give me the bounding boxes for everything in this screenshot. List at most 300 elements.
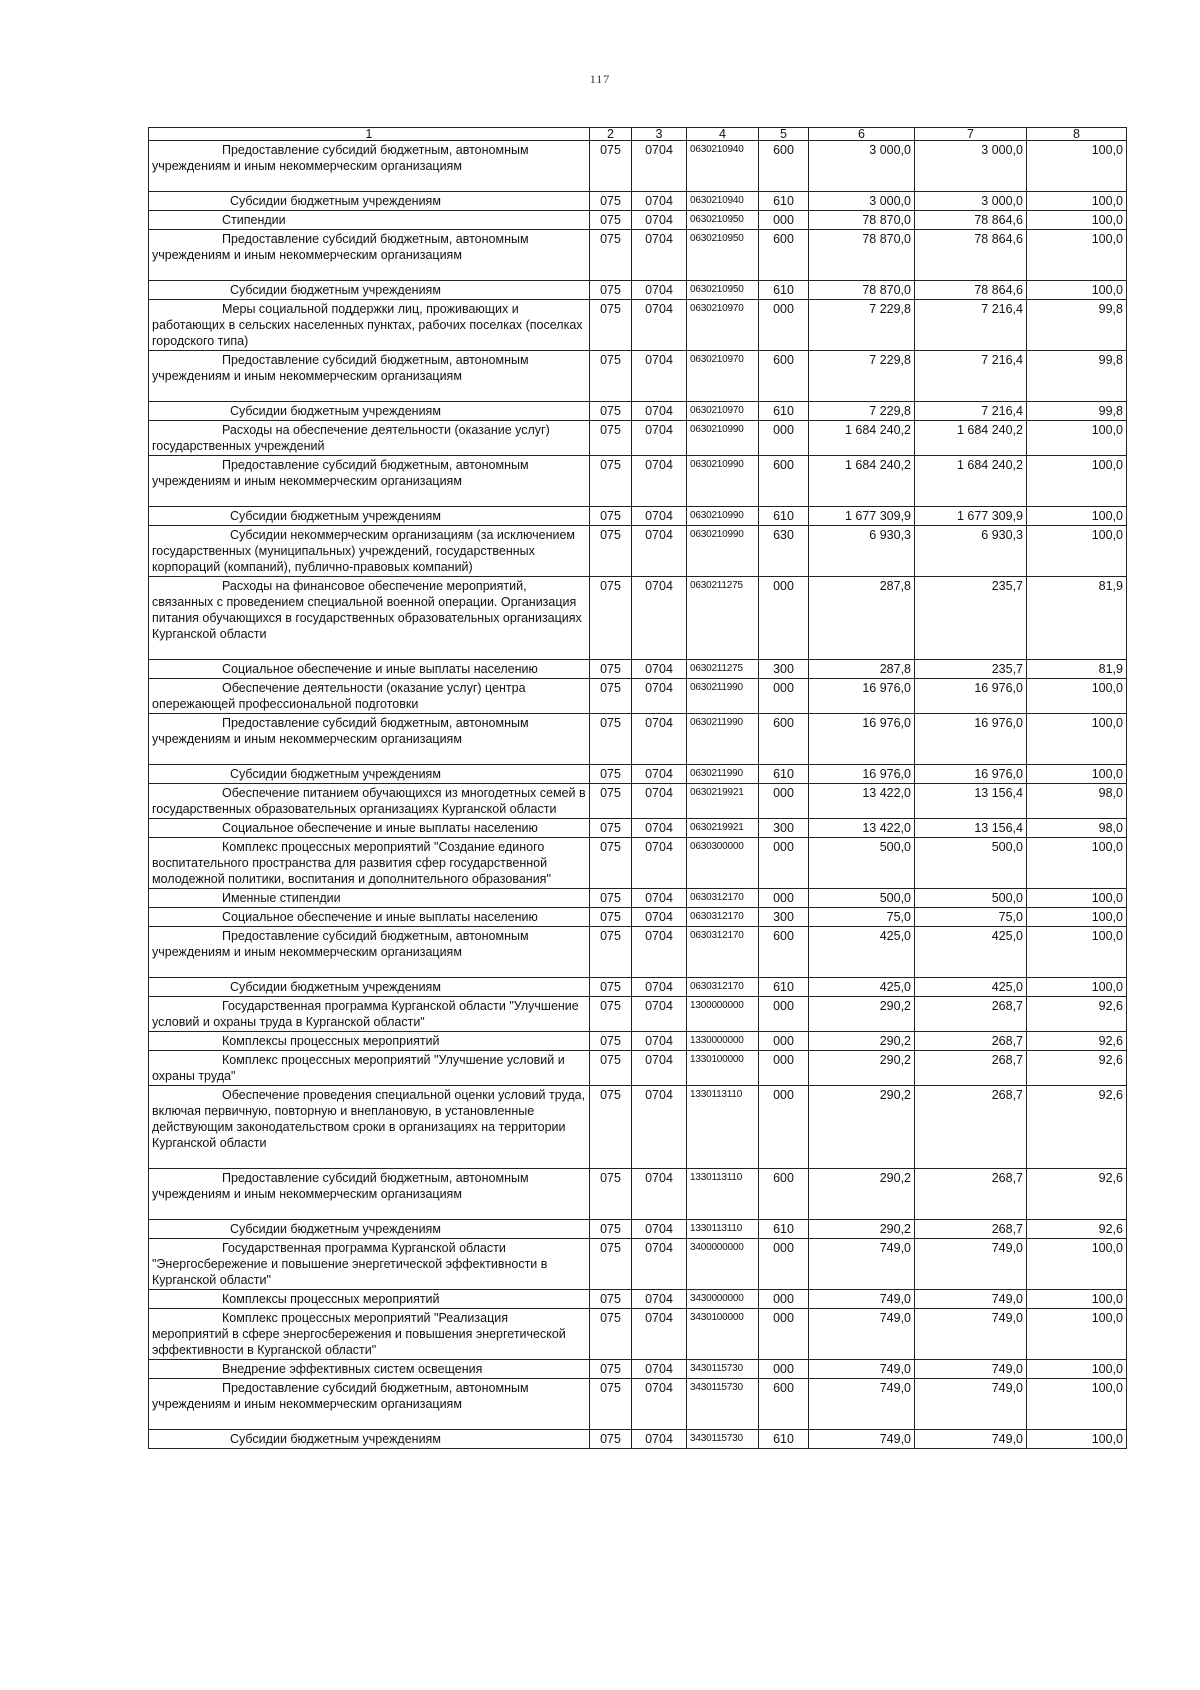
execution-percent-cell: 92,6 [1027,1220,1127,1239]
ministry-code-cell: 075 [590,997,632,1032]
ministry-code-cell: 075 [590,1051,632,1086]
target-article-code-cell: 0630211275 [687,577,759,660]
section-code-cell: 0704 [632,819,687,838]
expense-type-code-cell: 300 [759,660,809,679]
executed-amount-cell: 16 976,0 [915,765,1027,784]
expense-name-cell: Комплекс процессных мероприятий "Реализация мероприятий в сфере энергосбережения и повышения энергетической эффективности в Курганской области" [149,1309,590,1360]
executed-amount-cell: 749,0 [915,1239,1027,1290]
ministry-code-cell: 075 [590,660,632,679]
section-code-cell: 0704 [632,456,687,507]
expense-name-cell: Предоставление субсидий бюджетным, автономным учреждениям и иным некоммерческим организациям [149,230,590,281]
target-article-code-cell: 0630211990 [687,679,759,714]
table-row [149,714,1127,765]
expense-type-code-cell: 300 [759,908,809,927]
ministry-code-cell: 075 [590,784,632,819]
ministry-code-cell: 075 [590,819,632,838]
section-code-cell: 0704 [632,402,687,421]
executed-amount-cell: 268,7 [915,997,1027,1032]
executed-amount-cell: 16 976,0 [915,679,1027,714]
target-article-code-cell: 0630210950 [687,211,759,230]
execution-percent-cell: 100,0 [1027,765,1127,784]
section-code-cell: 0704 [632,141,687,192]
expense-type-code-cell: 000 [759,784,809,819]
ministry-code-cell: 075 [590,351,632,402]
execution-percent-cell: 100,0 [1027,1309,1127,1360]
ministry-code-cell: 075 [590,526,632,577]
executed-amount-cell: 1 684 240,2 [915,421,1027,456]
expense-name-cell: Субсидии некоммерческим организациям (за исключением государственных (муниципальных) учреждений, государственных корпораций (компаний), публично-правовых компаний) [149,526,590,577]
executed-amount-cell: 78 864,6 [915,230,1027,281]
planned-amount-cell: 290,2 [809,1032,915,1051]
expense-type-code-cell: 610 [759,1220,809,1239]
target-article-code-cell: 0630210970 [687,402,759,421]
column-header: 2 [590,128,632,141]
table-row [149,819,1127,838]
planned-amount-cell: 3 000,0 [809,141,915,192]
table-row [149,211,1127,230]
expense-name-cell: Социальное обеспечение и иные выплаты населению [149,908,590,927]
expense-name-cell: Социальное обеспечение и иные выплаты населению [149,660,590,679]
section-code-cell: 0704 [632,714,687,765]
expense-name-cell: Предоставление субсидий бюджетным, автономным учреждениям и иным некоммерческим организациям [149,1169,590,1220]
expense-type-code-cell: 000 [759,679,809,714]
column-header: 1 [149,128,590,141]
execution-percent-cell: 100,0 [1027,230,1127,281]
executed-amount-cell: 3 000,0 [915,192,1027,211]
planned-amount-cell: 290,2 [809,1169,915,1220]
executed-amount-cell: 749,0 [915,1360,1027,1379]
executed-amount-cell: 268,7 [915,1086,1027,1169]
expense-name-cell: Социальное обеспечение и иные выплаты населению [149,819,590,838]
target-article-code-cell: 3430115730 [687,1379,759,1430]
expense-name-cell: Субсидии бюджетным учреждениям [149,402,590,421]
expense-name-cell: Предоставление субсидий бюджетным, автономным учреждениям и иным некоммерческим организациям [149,1379,590,1430]
section-code-cell: 0704 [632,1169,687,1220]
table-row [149,1239,1127,1290]
table-row [149,1220,1127,1239]
execution-percent-cell: 100,0 [1027,421,1127,456]
planned-amount-cell: 7 229,8 [809,300,915,351]
target-article-code-cell: 3400000000 [687,1239,759,1290]
executed-amount-cell: 16 976,0 [915,714,1027,765]
execution-percent-cell: 92,6 [1027,997,1127,1032]
planned-amount-cell: 425,0 [809,927,915,978]
section-code-cell: 0704 [632,1379,687,1430]
expense-type-code-cell: 600 [759,230,809,281]
target-article-code-cell: 0630300000 [687,838,759,889]
table-row [149,997,1127,1032]
planned-amount-cell: 500,0 [809,889,915,908]
ministry-code-cell: 075 [590,838,632,889]
planned-amount-cell: 13 422,0 [809,819,915,838]
section-code-cell: 0704 [632,351,687,402]
expense-type-code-cell: 000 [759,421,809,456]
table-row [149,351,1127,402]
execution-percent-cell: 98,0 [1027,784,1127,819]
expense-type-code-cell: 000 [759,1032,809,1051]
execution-percent-cell: 100,0 [1027,679,1127,714]
planned-amount-cell: 290,2 [809,1051,915,1086]
planned-amount-cell: 16 976,0 [809,714,915,765]
executed-amount-cell: 235,7 [915,660,1027,679]
table-row [149,192,1127,211]
target-article-code-cell: 3430115730 [687,1360,759,1379]
ministry-code-cell: 075 [590,211,632,230]
expense-type-code-cell: 600 [759,1379,809,1430]
ministry-code-cell: 075 [590,1430,632,1449]
section-code-cell: 0704 [632,192,687,211]
target-article-code-cell: 0630312170 [687,889,759,908]
execution-percent-cell: 100,0 [1027,978,1127,997]
expense-type-code-cell: 000 [759,1239,809,1290]
expense-name-cell: Обеспечение проведения специальной оценки условий труда, включая первичную, повторную и внеплановую, в установленные действующим законодательством сроки в организациях на территории Курганской области [149,1086,590,1169]
budget-execution-table [148,127,1127,1449]
expense-name-cell: Субсидии бюджетным учреждениям [149,1220,590,1239]
execution-percent-cell: 98,0 [1027,819,1127,838]
target-article-code-cell: 0630210990 [687,456,759,507]
execution-percent-cell: 99,8 [1027,402,1127,421]
ministry-code-cell: 075 [590,908,632,927]
executed-amount-cell: 268,7 [915,1220,1027,1239]
section-code-cell: 0704 [632,1360,687,1379]
planned-amount-cell: 749,0 [809,1239,915,1290]
expense-name-cell: Субсидии бюджетным учреждениям [149,281,590,300]
table-row [149,784,1127,819]
section-code-cell: 0704 [632,526,687,577]
execution-percent-cell: 100,0 [1027,1290,1127,1309]
target-article-code-cell: 0630210950 [687,230,759,281]
ministry-code-cell: 075 [590,1290,632,1309]
ministry-code-cell: 075 [590,1239,632,1290]
column-header: 4 [687,128,759,141]
section-code-cell: 0704 [632,927,687,978]
planned-amount-cell: 290,2 [809,1086,915,1169]
section-code-cell: 0704 [632,421,687,456]
ministry-code-cell: 075 [590,889,632,908]
expense-type-code-cell: 600 [759,141,809,192]
expense-name-cell: Субсидии бюджетным учреждениям [149,192,590,211]
expense-type-code-cell: 000 [759,889,809,908]
table-row [149,281,1127,300]
execution-percent-cell: 100,0 [1027,456,1127,507]
table-row [149,889,1127,908]
section-code-cell: 0704 [632,577,687,660]
target-article-code-cell: 1330113110 [687,1169,759,1220]
table-row [149,679,1127,714]
target-article-code-cell: 1330100000 [687,1051,759,1086]
section-code-cell: 0704 [632,300,687,351]
target-article-code-cell: 1330113110 [687,1220,759,1239]
table-row [149,1032,1127,1051]
execution-percent-cell: 92,6 [1027,1169,1127,1220]
expense-type-code-cell: 000 [759,1309,809,1360]
expense-name-cell: Комплексы процессных мероприятий [149,1290,590,1309]
executed-amount-cell: 13 156,4 [915,784,1027,819]
target-article-code-cell: 0630312170 [687,927,759,978]
expense-name-cell: Предоставление субсидий бюджетным, автономным учреждениям и иным некоммерческим организациям [149,456,590,507]
planned-amount-cell: 16 976,0 [809,679,915,714]
executed-amount-cell: 1 677 309,9 [915,507,1027,526]
executed-amount-cell: 425,0 [915,978,1027,997]
table-row [149,526,1127,577]
execution-percent-cell: 100,0 [1027,927,1127,978]
planned-amount-cell: 749,0 [809,1430,915,1449]
column-header: 7 [915,128,1027,141]
planned-amount-cell: 1 684 240,2 [809,421,915,456]
ministry-code-cell: 075 [590,507,632,526]
executed-amount-cell: 749,0 [915,1430,1027,1449]
execution-percent-cell: 100,0 [1027,526,1127,577]
expense-name-cell: Субсидии бюджетным учреждениям [149,1430,590,1449]
expense-type-code-cell: 600 [759,927,809,978]
target-article-code-cell: 0630210940 [687,192,759,211]
section-code-cell: 0704 [632,211,687,230]
planned-amount-cell: 1 684 240,2 [809,456,915,507]
table-row [149,908,1127,927]
ministry-code-cell: 075 [590,1379,632,1430]
section-code-cell: 0704 [632,1290,687,1309]
expense-name-cell: Предоставление субсидий бюджетным, автономным учреждениям и иным некоммерческим организациям [149,351,590,402]
table-row [149,1379,1127,1430]
table-row [149,1309,1127,1360]
expense-type-code-cell: 000 [759,300,809,351]
expense-type-code-cell: 610 [759,765,809,784]
section-code-cell: 0704 [632,908,687,927]
execution-percent-cell: 99,8 [1027,300,1127,351]
planned-amount-cell: 3 000,0 [809,192,915,211]
executed-amount-cell: 749,0 [915,1309,1027,1360]
executed-amount-cell: 13 156,4 [915,819,1027,838]
expense-name-cell: Комплекс процессных мероприятий "Улучшение условий и охраны труда" [149,1051,590,1086]
execution-percent-cell: 92,6 [1027,1086,1127,1169]
target-article-code-cell: 0630210970 [687,351,759,402]
executed-amount-cell: 235,7 [915,577,1027,660]
expense-name-cell: Обеспечение деятельности (оказание услуг) центра опережающей профессиональной подготовки [149,679,590,714]
planned-amount-cell: 287,8 [809,660,915,679]
ministry-code-cell: 075 [590,402,632,421]
expense-type-code-cell: 610 [759,507,809,526]
ministry-code-cell: 075 [590,1032,632,1051]
planned-amount-cell: 749,0 [809,1379,915,1430]
execution-percent-cell: 100,0 [1027,1239,1127,1290]
section-code-cell: 0704 [632,1239,687,1290]
target-article-code-cell: 0630210940 [687,141,759,192]
ministry-code-cell: 075 [590,1169,632,1220]
planned-amount-cell: 6 930,3 [809,526,915,577]
table-row [149,1086,1127,1169]
executed-amount-cell: 749,0 [915,1379,1027,1430]
expense-name-cell: Расходы на финансовое обеспечение мероприятий, связанных с проведением специальной военной операции. Организация питания обучающихся в государственных образовательных организациях Курганской области [149,577,590,660]
table-body [149,141,1127,1449]
expense-type-code-cell: 630 [759,526,809,577]
table-row [149,978,1127,997]
table-row [149,141,1127,192]
execution-percent-cell: 92,6 [1027,1032,1127,1051]
ministry-code-cell: 075 [590,1086,632,1169]
expense-type-code-cell: 000 [759,577,809,660]
planned-amount-cell: 75,0 [809,908,915,927]
planned-amount-cell: 425,0 [809,978,915,997]
section-code-cell: 0704 [632,1430,687,1449]
expense-name-cell: Стипендии [149,211,590,230]
executed-amount-cell: 1 684 240,2 [915,456,1027,507]
planned-amount-cell: 1 677 309,9 [809,507,915,526]
ministry-code-cell: 075 [590,577,632,660]
expense-type-code-cell: 610 [759,281,809,300]
executed-amount-cell: 500,0 [915,838,1027,889]
expense-name-cell: Субсидии бюджетным учреждениям [149,507,590,526]
execution-percent-cell: 100,0 [1027,889,1127,908]
expense-type-code-cell: 000 [759,1051,809,1086]
planned-amount-cell: 78 870,0 [809,230,915,281]
ministry-code-cell: 075 [590,421,632,456]
executed-amount-cell: 75,0 [915,908,1027,927]
target-article-code-cell: 0630312170 [687,978,759,997]
ministry-code-cell: 075 [590,1220,632,1239]
column-header: 6 [809,128,915,141]
expense-type-code-cell: 000 [759,1360,809,1379]
executed-amount-cell: 268,7 [915,1032,1027,1051]
expense-type-code-cell: 000 [759,1086,809,1169]
executed-amount-cell: 7 216,4 [915,351,1027,402]
executed-amount-cell: 500,0 [915,889,1027,908]
ministry-code-cell: 075 [590,679,632,714]
target-article-code-cell: 3430000000 [687,1290,759,1309]
target-article-code-cell: 1300000000 [687,997,759,1032]
expense-type-code-cell: 600 [759,714,809,765]
planned-amount-cell: 7 229,8 [809,402,915,421]
execution-percent-cell: 100,0 [1027,507,1127,526]
ministry-code-cell: 075 [590,230,632,281]
page-number: 117 [589,72,611,86]
planned-amount-cell: 749,0 [809,1290,915,1309]
column-number-header-row [149,128,1127,141]
executed-amount-cell: 749,0 [915,1290,1027,1309]
executed-amount-cell: 7 216,4 [915,300,1027,351]
execution-percent-cell: 99,8 [1027,351,1127,402]
target-article-code-cell: 0630219921 [687,819,759,838]
section-code-cell: 0704 [632,507,687,526]
target-article-code-cell: 1330113110 [687,1086,759,1169]
target-article-code-cell: 0630211275 [687,660,759,679]
ministry-code-cell: 075 [590,927,632,978]
execution-percent-cell: 100,0 [1027,1430,1127,1449]
table-row [149,1169,1127,1220]
execution-percent-cell: 81,9 [1027,577,1127,660]
target-article-code-cell: 0630211990 [687,714,759,765]
ministry-code-cell: 075 [590,1309,632,1360]
execution-percent-cell: 100,0 [1027,908,1127,927]
execution-percent-cell: 100,0 [1027,141,1127,192]
expense-name-cell: Государственная программа Курганской области "Энергосбережение и повышение энергетической эффективности в Курганской области" [149,1239,590,1290]
execution-percent-cell: 100,0 [1027,1360,1127,1379]
expense-type-code-cell: 300 [759,819,809,838]
table-row [149,300,1127,351]
ministry-code-cell: 075 [590,300,632,351]
table-row [149,1051,1127,1086]
execution-percent-cell: 100,0 [1027,192,1127,211]
expense-type-code-cell: 000 [759,1290,809,1309]
section-code-cell: 0704 [632,1220,687,1239]
expense-name-cell: Комплекс процессных мероприятий "Создание единого воспитательного пространства для развития сфер государственной молодежной политики, воспитания и дополнительного образования" [149,838,590,889]
ministry-code-cell: 075 [590,456,632,507]
column-header: 5 [759,128,809,141]
execution-percent-cell: 81,9 [1027,660,1127,679]
expense-type-code-cell: 000 [759,997,809,1032]
executed-amount-cell: 268,7 [915,1169,1027,1220]
section-code-cell: 0704 [632,230,687,281]
execution-percent-cell: 100,0 [1027,281,1127,300]
planned-amount-cell: 749,0 [809,1309,915,1360]
expense-name-cell: Субсидии бюджетным учреждениям [149,978,590,997]
target-article-code-cell: 3430100000 [687,1309,759,1360]
expense-name-cell: Внедрение эффективных систем освещения [149,1360,590,1379]
table-row [149,765,1127,784]
ministry-code-cell: 075 [590,714,632,765]
execution-percent-cell: 100,0 [1027,838,1127,889]
table-row [149,230,1127,281]
section-code-cell: 0704 [632,281,687,300]
table-row [149,1290,1127,1309]
ministry-code-cell: 075 [590,1360,632,1379]
target-article-code-cell: 0630210950 [687,281,759,300]
planned-amount-cell: 7 229,8 [809,351,915,402]
target-article-code-cell: 0630210990 [687,526,759,577]
planned-amount-cell: 287,8 [809,577,915,660]
target-article-code-cell: 0630211990 [687,765,759,784]
table-row [149,660,1127,679]
expense-type-code-cell: 610 [759,402,809,421]
execution-percent-cell: 100,0 [1027,211,1127,230]
table-row [149,456,1127,507]
section-code-cell: 0704 [632,1032,687,1051]
table-row [149,927,1127,978]
table-row [149,577,1127,660]
target-article-code-cell: 0630210970 [687,300,759,351]
planned-amount-cell: 290,2 [809,997,915,1032]
table-row [149,507,1127,526]
expense-type-code-cell: 000 [759,838,809,889]
table-row [149,838,1127,889]
ministry-code-cell: 075 [590,978,632,997]
expense-type-code-cell: 600 [759,456,809,507]
table-row [149,1360,1127,1379]
executed-amount-cell: 7 216,4 [915,402,1027,421]
target-article-code-cell: 3430115730 [687,1430,759,1449]
planned-amount-cell: 749,0 [809,1360,915,1379]
section-code-cell: 0704 [632,978,687,997]
section-code-cell: 0704 [632,679,687,714]
column-header: 8 [1027,128,1127,141]
expense-type-code-cell: 000 [759,211,809,230]
target-article-code-cell: 0630210990 [687,507,759,526]
executed-amount-cell: 268,7 [915,1051,1027,1086]
expense-name-cell: Субсидии бюджетным учреждениям [149,765,590,784]
executed-amount-cell: 6 930,3 [915,526,1027,577]
expense-type-code-cell: 610 [759,192,809,211]
target-article-code-cell: 1330000000 [687,1032,759,1051]
planned-amount-cell: 78 870,0 [809,281,915,300]
expense-name-cell: Предоставление субсидий бюджетным, автономным учреждениям и иным некоммерческим организациям [149,714,590,765]
planned-amount-cell: 13 422,0 [809,784,915,819]
section-code-cell: 0704 [632,765,687,784]
expense-name-cell: Комплексы процессных мероприятий [149,1032,590,1051]
expense-name-cell: Обеспечение питанием обучающихся из многодетных семей в государственных образовательных организациях Курганской области [149,784,590,819]
section-code-cell: 0704 [632,784,687,819]
expense-name-cell: Предоставление субсидий бюджетным, автономным учреждениям и иным некоммерческим организациям [149,141,590,192]
planned-amount-cell: 78 870,0 [809,211,915,230]
table-row [149,1430,1127,1449]
